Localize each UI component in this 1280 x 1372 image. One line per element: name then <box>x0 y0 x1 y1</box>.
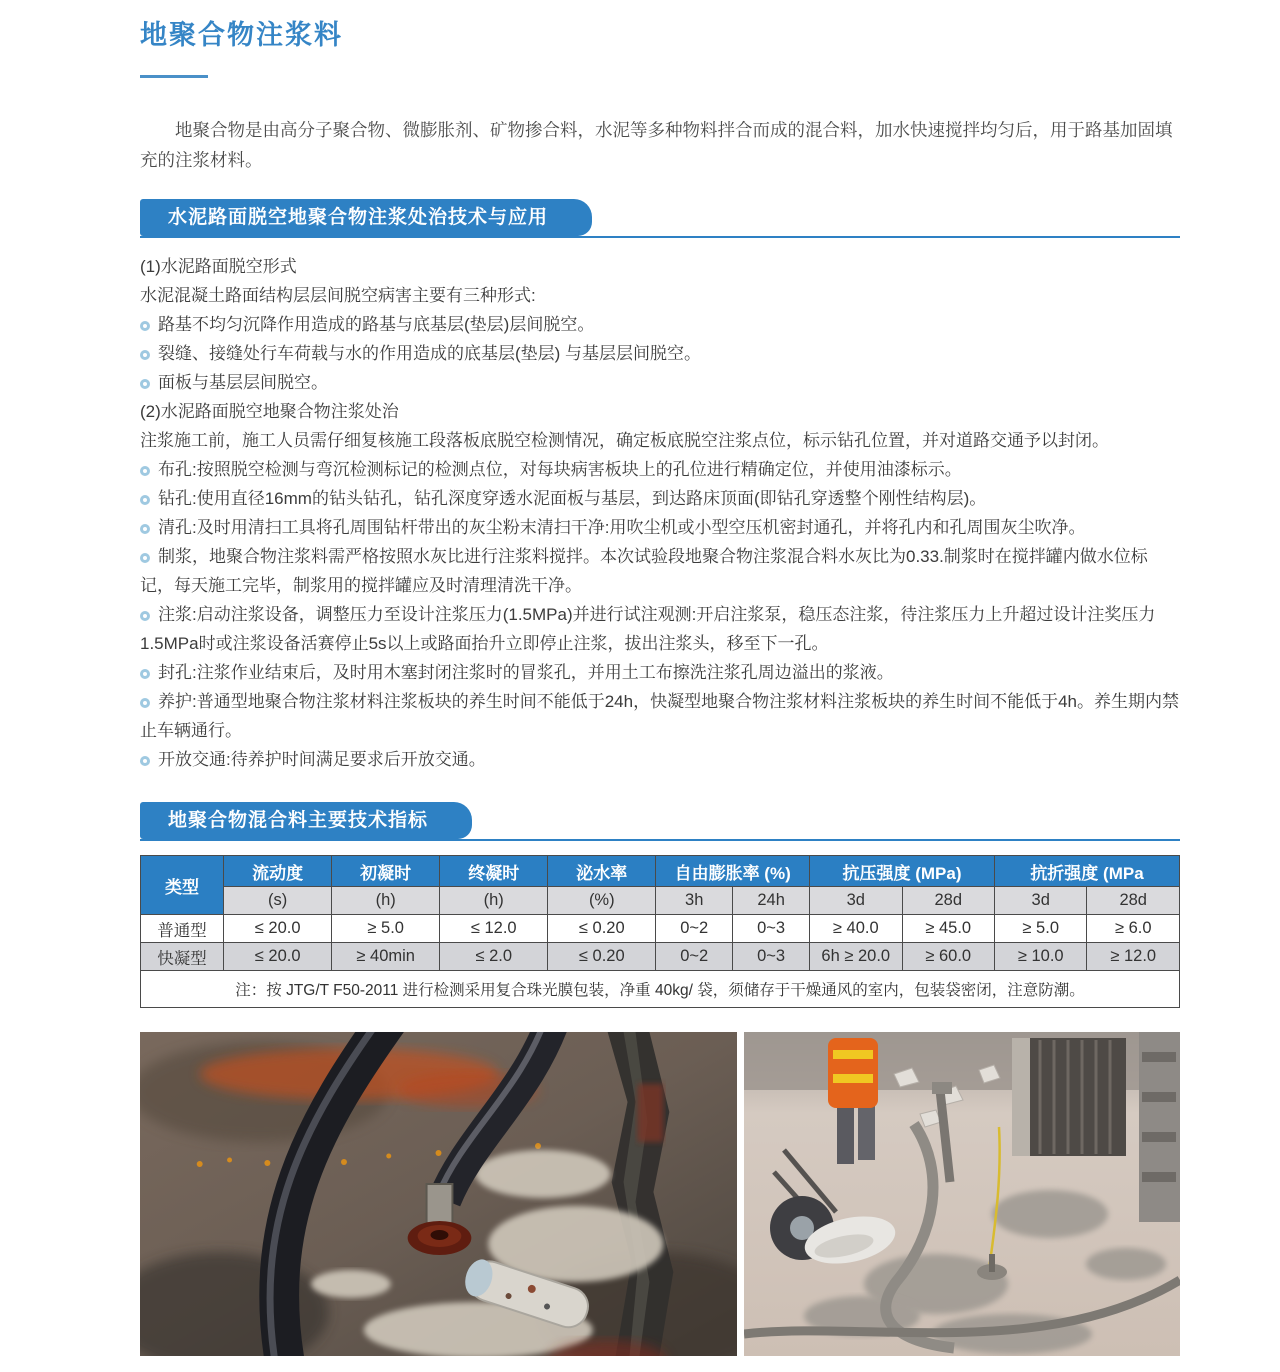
table-cell: ≥ 5.0 <box>332 915 440 943</box>
bullet-line <box>140 368 1180 397</box>
double-circle-icon <box>140 350 150 360</box>
table-cell: ≤ 0.20 <box>548 915 656 943</box>
col-subheader: 3d <box>810 887 902 915</box>
page-title: 地聚合物注浆料 <box>140 20 343 50</box>
bullet-line-text: 裂缝、接缝处行车荷载与水的作用造成的底基层(垫层) 与基层层间脱空。 <box>158 344 702 363</box>
bullet-line <box>140 513 1180 542</box>
bullet-line-text: 注浆:启动注浆设备，调整压力至设计注浆压力(1.5MPa)并进行试注观测:开启注浆泵，稳压态注浆，待注浆压力上升超过设计注奖压力1.5MPa时或注浆设备活赛停止5s以上或路面抬升立即停止注浆，拔出注浆头，移至下一孔。 <box>140 605 1156 653</box>
col-subheader: 3d <box>994 887 1086 915</box>
bullet-line-text: 布孔:按照脱空检测与弯沉检测标记的检测点位，对每块病害板块上的孔位进行精确定位，并使用油漆标示。 <box>158 460 962 479</box>
table-note: 注：按 JTG/T F50-2011 进行检测采用复合珠光膜包装，净重 40kg/ 袋，须储存于干燥通风的室内，包装袋密闭，注意防潮。 <box>141 971 1180 1008</box>
section1-banner-label: 水泥路面脱空地聚合物注浆处治技术与应用 <box>140 199 592 236</box>
col-subheader: (h) <box>440 887 548 915</box>
double-circle-icon <box>140 524 150 534</box>
body-line-text: 注浆施工前，施工人员需仔细复核施工段落板底脱空检测情况，确定板底脱空注浆点位，标示钻孔位置，并对道路交通予以封闭。 <box>140 431 1109 450</box>
row-label: 快凝型 <box>141 943 224 971</box>
section2-banner <box>140 802 1180 841</box>
body-line-text: 水泥混凝土路面结构层层间脱空病害主要有三种形式: <box>140 286 536 305</box>
body-line <box>140 397 1180 426</box>
double-circle-icon <box>140 321 150 331</box>
table-cell: ≤ 12.0 <box>440 915 548 943</box>
table-cell: ≥ 10.0 <box>994 943 1086 971</box>
col-header-group: 抗折强度 (MPa <box>994 856 1179 887</box>
table-cell: ≥ 40.0 <box>810 915 902 943</box>
section2-banner-label: 地聚合物混合料主要技术指标 <box>140 802 472 839</box>
col-header: 初凝时 <box>332 856 440 887</box>
double-circle-icon <box>140 495 150 505</box>
double-circle-icon <box>140 553 150 563</box>
col-subheader: (h) <box>332 887 440 915</box>
table-cell: ≥ 5.0 <box>994 915 1086 943</box>
col-subheader: (s) <box>224 887 332 915</box>
body-line-text: (1)水泥路面脱空形式 <box>140 257 297 276</box>
spec-table <box>140 855 1180 1008</box>
body-line <box>140 426 1180 455</box>
bullet-line <box>140 745 1180 774</box>
title-underline <box>140 75 208 78</box>
table-row <box>141 943 1180 971</box>
double-circle-icon <box>140 611 150 621</box>
bullet-line <box>140 542 1180 600</box>
table-cell: ≥ 6.0 <box>1087 915 1180 943</box>
photo-left-illustration <box>140 1032 737 1356</box>
col-subheader: 28d <box>902 887 994 915</box>
body-line <box>140 252 1180 281</box>
col-header-type: 类型 <box>141 856 224 915</box>
table-header-row-2 <box>141 887 1180 915</box>
photo-right-illustration <box>744 1032 1180 1356</box>
bullet-line-text: 钻孔:使用直径16mm的钻头钻孔，钻孔深度穿透水泥面板与基层，到达路床顶面(即钻孔穿透整个刚性结构层)。 <box>158 489 987 508</box>
table-cell: ≤ 2.0 <box>440 943 548 971</box>
bullet-line <box>140 658 1180 687</box>
table-row <box>141 915 1180 943</box>
bullet-line <box>140 687 1180 745</box>
bullet-line-text: 路基不均匀沉降作用造成的路基与底基层(垫层)层间脱空。 <box>158 315 595 334</box>
table-cell: ≥ 40min <box>332 943 440 971</box>
double-circle-icon <box>140 756 150 766</box>
table-cell: ≤ 0.20 <box>548 943 656 971</box>
bullet-line-text: 面板与基层层间脱空。 <box>158 373 328 392</box>
double-circle-icon <box>140 379 150 389</box>
double-circle-icon <box>140 466 150 476</box>
table-header-row-1 <box>141 856 1180 887</box>
table-cell: ≤ 20.0 <box>224 943 332 971</box>
section1-banner <box>140 199 1180 238</box>
bullet-line <box>140 455 1180 484</box>
table-note-row <box>141 971 1180 1008</box>
intro-paragraph: 地聚合物是由高分子聚合物、微膨胀剂、矿物掺合料，水泥等多种物料拌合而成的混合料，加水快速搅拌均匀后，用于路基加固填充的注浆材料。 <box>140 120 1173 170</box>
col-header: 流动度 <box>224 856 332 887</box>
table-cell: ≤ 20.0 <box>224 915 332 943</box>
bullet-line <box>140 600 1180 658</box>
bullet-line-text: 清孔:及时用清扫工具将孔周围钻杆带出的灰尘粉末清扫干净:用吹尘机或小型空压机密封通孔，并将孔内和孔周围灰尘吹净。 <box>158 518 1086 537</box>
body-line <box>140 281 1180 310</box>
col-header-group: 自由膨胀率 (%) <box>656 856 810 887</box>
col-subheader: 24h <box>733 887 810 915</box>
bullet-line-text: 封孔:注浆作业结束后，及时用木塞封闭注浆时的冒浆孔，并用土工布擦洗注浆孔周边溢出的浆液。 <box>158 663 894 682</box>
photo-grouting-hose-on-pavement <box>140 1032 737 1356</box>
body-line-text: (2)水泥路面脱空地聚合物注浆处治 <box>140 402 399 421</box>
bullet-line <box>140 310 1180 339</box>
table-cell: ≥ 60.0 <box>902 943 994 971</box>
double-circle-icon <box>140 669 150 679</box>
photo-row <box>140 1032 1180 1356</box>
bullet-line-text: 开放交通:待养护时间满足要求后开放交通。 <box>158 750 486 769</box>
bullet-line-text: 制浆，地聚合物注浆料需严格按照水灰比进行注浆料搅拌。本次试验段地聚合物注浆混合料水灰比为0.33.制浆时在搅拌罐内做水位标记，每天施工完毕，制浆用的搅拌罐应及时清理清洗干净。 <box>140 547 1148 595</box>
table-cell: 0~2 <box>656 943 733 971</box>
table-cell: 0~3 <box>733 943 810 971</box>
table-cell: 6h ≥ 20.0 <box>810 943 902 971</box>
table-cell: 0~3 <box>733 915 810 943</box>
col-subheader: 3h <box>656 887 733 915</box>
table-cell: ≥ 12.0 <box>1087 943 1180 971</box>
photo-grouting-worksite <box>744 1032 1180 1356</box>
col-header-group: 抗压强度 (MPa) <box>810 856 995 887</box>
col-header: 终凝时 <box>440 856 548 887</box>
section1-body <box>140 252 1180 774</box>
bullet-line <box>140 484 1180 513</box>
row-label: 普通型 <box>141 915 224 943</box>
double-circle-icon <box>140 698 150 708</box>
bullet-line-text: 养护:普通型地聚合物注浆材料注浆板块的养生时间不能低于24h，快凝型地聚合物注浆材料注浆板块的养生时间不能低于4h。养生期内禁止车辆通行。 <box>140 692 1179 740</box>
col-subheader: 28d <box>1087 887 1180 915</box>
col-header: 泌水率 <box>548 856 656 887</box>
col-subheader: (%) <box>548 887 656 915</box>
table-cell: ≥ 45.0 <box>902 915 994 943</box>
bullet-line <box>140 339 1180 368</box>
table-cell: 0~2 <box>656 915 733 943</box>
